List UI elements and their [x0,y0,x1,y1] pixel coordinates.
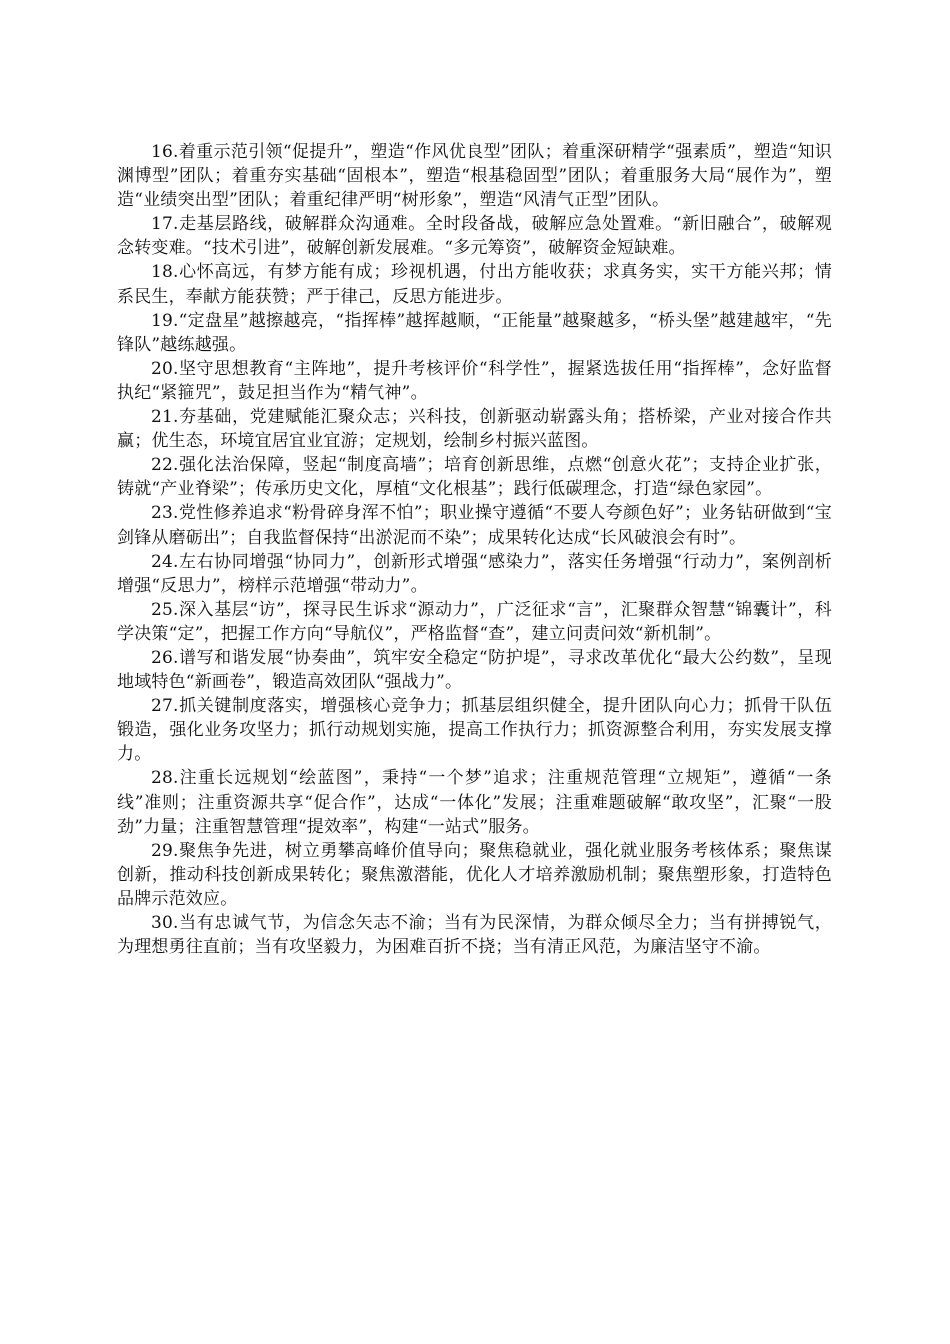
paragraph-28: 28.注重长远规划“绘蓝图”，秉持“一个梦”追求；注重规范管理“立规矩”，遵循“一条线”准则；注重资源共享“促合作”，达成“一体化”发展；注重难题破解“敢攻坚”，汇聚“一股劲”力量；注重智慧管理“提效率”，构建“一站式”服务。 [117,768,832,837]
paragraph-30: 30.当有忠诚气节，为信念矢志不渝；当有为民深情，为群众倾尽全力；当有拼搏锐气，为理想勇往直前；当有攻坚毅力，为困难百折不挠；当有清正风范，为廉洁坚守不渝。 [117,913,832,958]
paragraph-18: 18.心怀高远，有梦方能有成；珍视机遇，付出方能收获；求真务实，实干方能兴邦；情系民生，奉献方能获赞；严于律己，反思方能进步。 [117,262,832,307]
paragraph-26: 26.谱写和谐发展“协奏曲”，筑牢安全稳定“防护堤”，寻求改革优化“最大公约数”，呈现地域特色“新画卷”，锻造高效团队“强战力”。 [117,647,832,693]
paragraph-24: 24.左右协同增强“协同力”，创新形式增强“感染力”，落实任务增强“行动力”，案例剖析增强“反思力”，榜样示范增强“带动力”。 [117,551,832,596]
document-body [117,140,832,959]
paragraph-25: 25.深入基层“访”，探寻民生诉求“源动力”，广泛征求“言”，汇聚群众智慧“锦囊计”，科学决策“定”，把握工作方向“导航仪”，严格监督“查”，建立问责问效“新机制”。 [117,599,832,644]
paragraph-19: 19.“定盘星”越擦越亮，“指挥棒”越挥越顺，“正能量”越聚越多，“桥头堡”越建越牢，“先锋队”越练越强。 [117,310,832,355]
paragraph-20: 20.坚守思想教育“主阵地”，提升考核评价“科学性”，握紧选拔任用“指挥棒”，念好监督执纪“紧箍咒”，鼓足担当作为“精气神”。 [117,358,832,403]
paragraph-21: 21.夯基础，党建赋能汇聚众志；兴科技，创新驱动崭露头角；搭桥梁，产业对接合作共赢；优生态，环境宜居宜业宜游；定规划，绘制乡村振兴蓝图。 [117,407,832,452]
paragraph-22: 22.强化法治保障，竖起“制度高墙”；培育创新思维，点燃“创意火花”；支持企业扩张，铸就“产业脊梁”；传承历史文化，厚植“文化根基”；践行低碳理念，打造“绿色家园”。 [117,455,832,500]
paragraph-23: 23.党性修养追求“粉骨碎身浑不怕”；职业操守遵循“不要人夸颜色好”；业务钻研做到“宝剑锋从磨砺出”；自我监督保持“出淤泥而不染”；成果转化达成“长风破浪会有时”。 [117,503,832,548]
paragraph-17: 17.走基层路线，破解群众沟通难。全时段备战，破解应急处置难。“新旧融合”，破解观念转变难。“技术引进”，破解创新发展难。“多元筹资”，破解资金短缺难。 [117,214,832,259]
paragraph-27: 27.抓关键制度落实，增强核心竞争力；抓基层组织健全，提升团队向心力；抓骨干队伍锻造，强化业务攻坚力；抓行动规划实施，提高工作执行力；抓资源整合利用，夯实发展支撑力。 [117,696,832,765]
paragraph-16: 16.着重示范引领“促提升”，塑造“作风优良型”团队；着重深研精学“强素质”，塑造“知识渊博型”团队；着重夯实基础“固根本”，塑造“根基稳固型”团队；着重服务大局“展作为”，塑造“业绩突出型”团队；着重纪律严明“树形象”，塑造“风清气正型”团队。 [117,142,832,211]
paragraph-29: 29.聚焦争先进，树立勇攀高峰价值导向；聚焦稳就业，强化就业服务考核体系；聚焦谋创新，推动科技创新成果转化；聚焦激潜能，优化人才培养激励机制；聚焦塑形象，打造特色品牌示范效应。 [117,840,832,909]
